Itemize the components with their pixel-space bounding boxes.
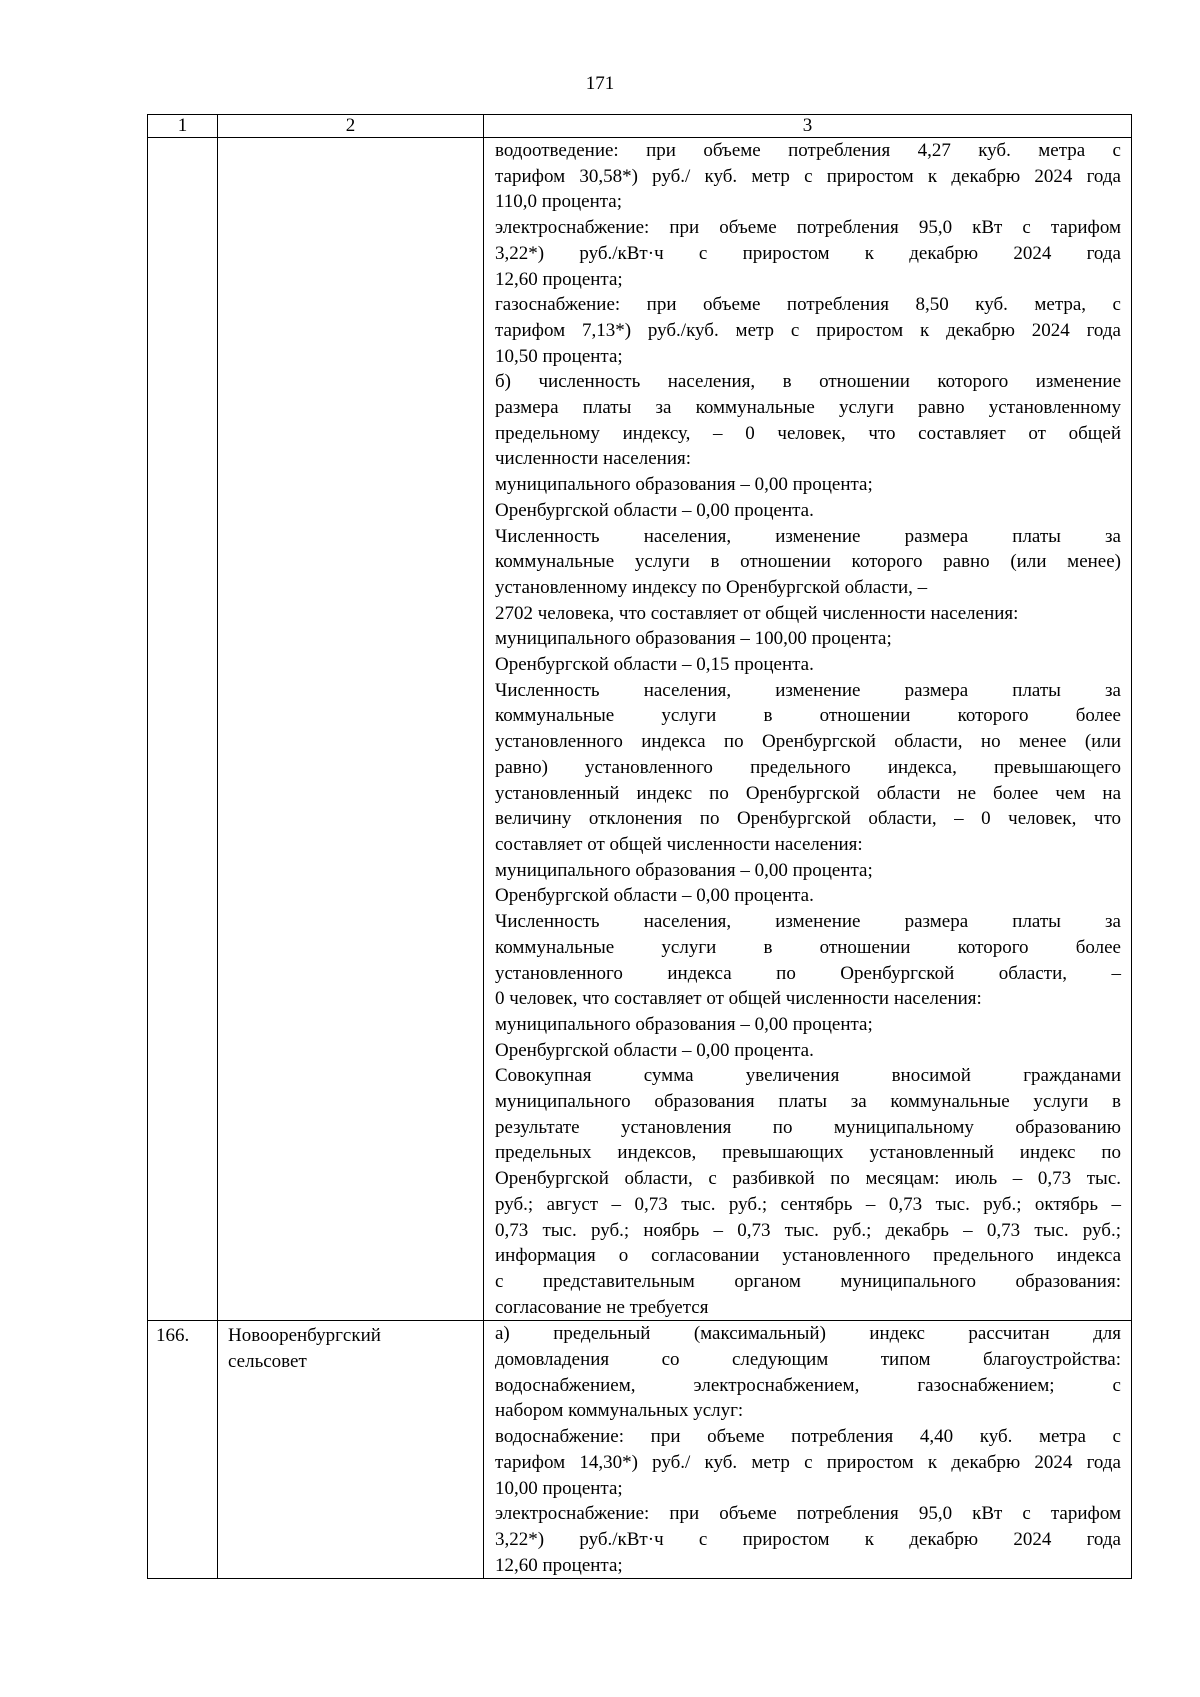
municipality-name-cell bbox=[218, 138, 484, 1321]
column-header-number: 1 bbox=[148, 115, 218, 138]
description-line: 12,60 процента; bbox=[495, 268, 623, 290]
description-line: 3,22*) руб./кВт·ч с приростом к декабрю 2024 года bbox=[495, 242, 1121, 264]
description-line: муниципального образования – 0,00 процента; bbox=[495, 859, 873, 881]
description-line: предельных индексов, превышающих установленный индекс по bbox=[495, 1142, 1121, 1164]
description-line: электроснабжение: при объеме потребления 95,0 кВт с тарифом bbox=[495, 217, 1121, 239]
table-row bbox=[148, 138, 1132, 1321]
description-line: коммунальные услуги в отношении которого более bbox=[495, 705, 1121, 727]
description-line: 3,22*) руб./кВт·ч с приростом к декабрю 2024 года bbox=[495, 1528, 1121, 1550]
description-line: предельному индексу, – 0 человек, что составляет от общей bbox=[495, 422, 1121, 444]
description-line: информация о согласовании установленного предельного индекса bbox=[495, 1245, 1121, 1267]
description-line: муниципального образования – 0,00 процента; bbox=[495, 1013, 873, 1035]
description-line: коммунальные услуги в отношении которого равно (или менее) bbox=[495, 551, 1121, 573]
description-line: муниципального образования – 100,00 процента; bbox=[495, 628, 892, 650]
table-body bbox=[148, 138, 1132, 1579]
description-line: водоснабжение: при объеме потребления 4,40 куб. метра с bbox=[495, 1426, 1121, 1448]
description-line: равно) установленного предельного индекса, превышающего bbox=[495, 756, 1121, 778]
municipality-name-line: Новооренбургский bbox=[228, 1325, 381, 1347]
description-line: руб.; август – 0,73 тыс. руб.; сентябрь – 0,73 тыс. руб.; октябрь – bbox=[495, 1193, 1121, 1215]
description-line: 110,0 процента; bbox=[495, 191, 622, 213]
description-line: электроснабжение: при объеме потребления 95,0 кВт с тарифом bbox=[495, 1503, 1121, 1525]
description-line: установленного индекса по Оренбургской области, но менее (или bbox=[495, 731, 1121, 753]
table-header-row bbox=[148, 115, 1132, 138]
page-number: 171 bbox=[585, 73, 615, 94]
description-line: Оренбургской области – 0,00 процента. bbox=[495, 885, 814, 907]
description-line: численности населения: bbox=[495, 448, 692, 470]
document-table bbox=[147, 114, 1132, 1579]
description-line: газоснабжение: при объеме потребления 8,50 куб. метра, с bbox=[495, 294, 1121, 316]
description-line: установленному индексу по Оренбургской области, – bbox=[495, 576, 928, 598]
description-line: муниципального образования платы за коммунальные услуги в bbox=[495, 1091, 1121, 1113]
description-line: тарифом 30,58*) руб./ куб. метр с приростом к декабрю 2024 года bbox=[495, 165, 1121, 187]
row-number-cell bbox=[148, 138, 218, 1321]
column-header-municipality: 2 bbox=[218, 115, 484, 138]
description-line: размера платы за коммунальные услуги равно установленному bbox=[495, 397, 1121, 419]
description-line: Совокупная сумма увеличения вносимой гражданами bbox=[495, 1065, 1121, 1087]
description-cell bbox=[484, 138, 1132, 1321]
description-line: 0 человек, что составляет от общей численности населения: bbox=[495, 988, 982, 1010]
description-line: б) численность населения, в отношении которого изменение bbox=[495, 371, 1121, 393]
description-line: 2702 человека, что составляет от общей численности населения: bbox=[495, 602, 1019, 624]
description-line: величину отклонения по Оренбургской области, – 0 человек, что bbox=[495, 808, 1121, 830]
description-line: с представительным органом муниципального образования: bbox=[495, 1270, 1121, 1292]
description-line: Численность населения, изменение размера платы за bbox=[495, 911, 1121, 933]
description-line: тарифом 14,30*) руб./ куб. метр с приростом к декабрю 2024 года bbox=[495, 1451, 1121, 1473]
description-line: водоснабжением, электроснабжением, газоснабжением; с bbox=[495, 1374, 1121, 1396]
description-line: водоотведение: при объеме потребления 4,27 куб. метра с bbox=[495, 140, 1121, 161]
description-line: 12,60 процента; bbox=[495, 1554, 623, 1576]
column-header-description: 3 bbox=[484, 115, 1132, 138]
description-line: 10,00 процента; bbox=[495, 1477, 623, 1499]
description-line: Численность населения, изменение размера платы за bbox=[495, 679, 1121, 701]
description-line: результате установления по муниципальному образованию bbox=[495, 1116, 1121, 1138]
municipality-name-cell bbox=[218, 1321, 484, 1579]
description-line: 0,73 тыс. руб.; ноябрь – 0,73 тыс. руб.; декабрь – 0,73 тыс. руб.; bbox=[495, 1219, 1121, 1241]
description-line: муниципального образования – 0,00 процента; bbox=[495, 474, 873, 496]
description-line: а) предельный (максимальный) индекс рассчитан для bbox=[495, 1323, 1121, 1345]
description-line: Оренбургской области – 0,00 процента. bbox=[495, 1039, 814, 1061]
description-line: Оренбургской области – 0,00 процента. bbox=[495, 499, 814, 521]
description-line: 10,50 процента; bbox=[495, 345, 623, 367]
description-line: набором коммунальных услуг: bbox=[495, 1400, 744, 1422]
row-number-cell: 166. bbox=[148, 1321, 218, 1579]
description-cell bbox=[484, 1321, 1132, 1579]
description-line: коммунальные услуги в отношении которого более bbox=[495, 936, 1121, 958]
description-line: Численность населения, изменение размера платы за bbox=[495, 525, 1121, 547]
table-row bbox=[148, 1321, 1132, 1579]
description-line: домовладения со следующим типом благоустройства: bbox=[495, 1349, 1121, 1371]
description-line: Оренбургской области, с разбивкой по месяцам: июль – 0,73 тыс. bbox=[495, 1168, 1121, 1190]
municipality-name-line: сельсовет bbox=[228, 1351, 307, 1373]
description-line: согласование не требуется bbox=[495, 1296, 709, 1318]
description-line: установленный индекс по Оренбургской области не более чем на bbox=[495, 782, 1121, 804]
description-line: составляет от общей численности населения: bbox=[495, 833, 863, 855]
description-line: установленного индекса по Оренбургской области, – bbox=[495, 962, 1121, 984]
description-line: Оренбургской области – 0,15 процента. bbox=[495, 654, 814, 676]
description-line: тарифом 7,13*) руб./куб. метр с приростом к декабрю 2024 года bbox=[495, 319, 1121, 341]
